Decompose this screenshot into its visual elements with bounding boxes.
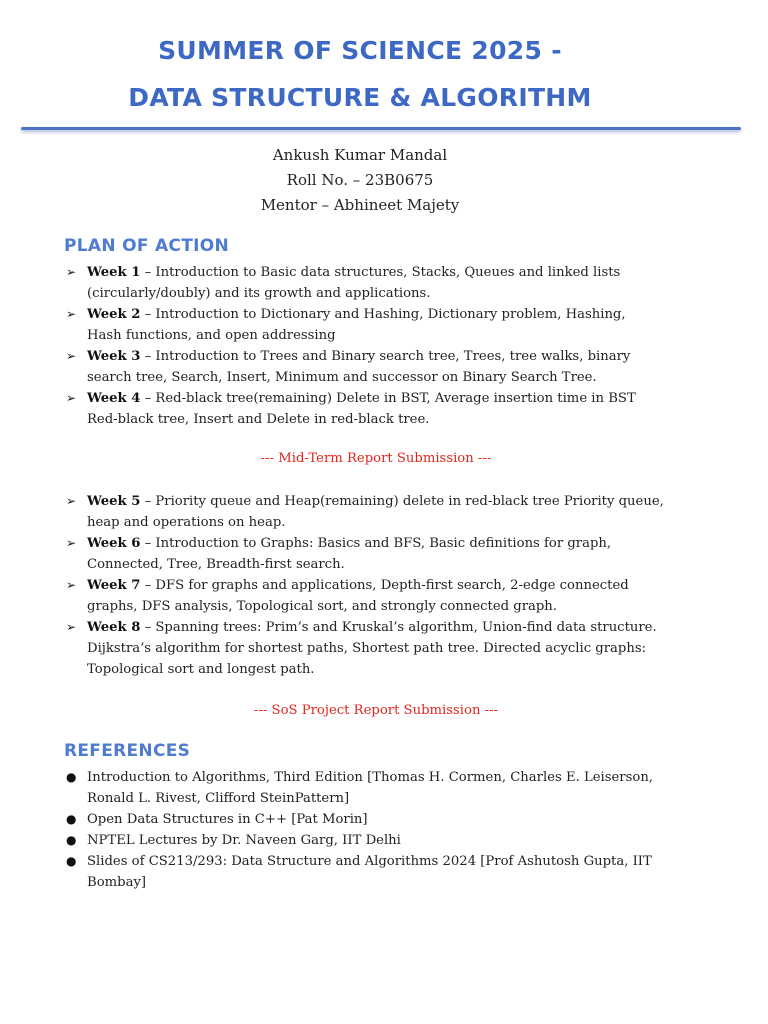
- reference-text: NPTEL Lectures by Dr. Naveen Garg, IIT Delhi: [87, 833, 401, 848]
- reference-text: Open Data Structures in C++ [Pat Morin]: [87, 812, 368, 827]
- references-heading: REFERENCES: [64, 741, 191, 761]
- week-description: – Introduction to Dictionary and Hashing, Dictionary problem, Hashing, Hash functions, and open addressing: [87, 307, 626, 343]
- week-description: – Introduction to Basic data structures, Stacks, Queues and linked lists (circularly/doubly) and its growth and applications.: [87, 265, 621, 301]
- arrowhead-bullet-icon: ➢: [66, 265, 77, 279]
- list-item: [64, 809, 664, 830]
- list-item: [64, 491, 664, 533]
- list-item: [64, 262, 664, 304]
- arrowhead-bullet-icon: ➢: [66, 349, 77, 363]
- dot-bullet-icon: ●: [66, 854, 77, 868]
- week-label: Week 6: [87, 536, 141, 551]
- document-title-line-2: DATA STRUCTURE & ALGORITHM: [128, 83, 592, 112]
- week-description: – DFS for graphs and applications, Depth-first search, 2-edge connected graphs, DFS analysis, Topological sort, and strongly connected graph.: [87, 578, 629, 614]
- dot-bullet-icon: ●: [66, 812, 77, 826]
- week-description: – Red-black tree(remaining) Delete in BST, Average insertion time in BST Red-black tree, Insert and Delete in red-black tree.: [87, 391, 636, 427]
- week-list-part-2: [64, 491, 664, 680]
- week-label: Week 2: [87, 307, 141, 322]
- roll-number: Roll No. – 23B0675: [286, 171, 434, 189]
- list-item: [64, 304, 664, 346]
- dot-bullet-icon: ●: [66, 770, 77, 784]
- arrowhead-bullet-icon: ➢: [66, 536, 77, 550]
- list-item: [64, 388, 664, 430]
- dot-bullet-icon: ●: [66, 833, 77, 847]
- week-label: Week 1: [87, 265, 141, 280]
- list-item: [64, 575, 664, 617]
- arrowhead-bullet-icon: ➢: [66, 391, 77, 405]
- week-description: – Introduction to Trees and Binary search tree, Trees, tree walks, binary search tree, Search, Insert, Minimum and successor on Binary Search Tree.: [87, 349, 631, 385]
- document-title-line-1: SUMMER OF SCIENCE 2025 -: [158, 36, 562, 65]
- midterm-submission-note: --- Mid-Term Report Submission ---: [260, 451, 492, 466]
- list-item: [64, 346, 664, 388]
- week-description: – Priority queue and Heap(remaining) delete in red-black tree Priority queue, heap and operations on heap.: [87, 494, 664, 530]
- list-item: [64, 830, 664, 851]
- week-description: – Spanning trees: Prim’s and Kruskal’s algorithm, Union-find data structure. Dijkstra’s algorithm for shortest paths, Shortest path tree. Directed acyclic graphs: Topological sort and longest path.: [87, 620, 657, 677]
- week-label: Week 5: [87, 494, 141, 509]
- list-item: [64, 617, 664, 680]
- arrowhead-bullet-icon: ➢: [66, 620, 77, 634]
- week-list-part-1: [64, 262, 664, 430]
- arrowhead-bullet-icon: ➢: [66, 494, 77, 508]
- arrowhead-bullet-icon: ➢: [66, 578, 77, 592]
- week-label: Week 4: [87, 391, 141, 406]
- plan-of-action-heading: PLAN OF ACTION: [64, 236, 230, 256]
- reference-text: Introduction to Algorithms, Third Edition [Thomas H. Cormen, Charles E. Leiserson, Ronald L. Rivest, Clifford SteinPattern]: [87, 770, 653, 806]
- title-divider: [21, 127, 741, 130]
- week-description: – Introduction to Graphs: Basics and BFS, Basic definitions for graph, Connected, Tree, Breadth-first search.: [87, 536, 612, 572]
- list-item: [64, 533, 664, 575]
- reference-list: [64, 767, 664, 893]
- reference-text: Slides of CS213/293: Data Structure and Algorithms 2024 [Prof Ashutosh Gupta, IIT Bombay]: [87, 854, 652, 890]
- mentor-name: Mentor – Abhineet Majety: [260, 196, 460, 214]
- week-label: Week 7: [87, 578, 141, 593]
- author-name: Ankush Kumar Mandal: [272, 146, 448, 164]
- week-label: Week 8: [87, 620, 141, 635]
- project-report-submission-note: --- SoS Project Report Submission ---: [254, 703, 498, 718]
- list-item: [64, 851, 664, 893]
- list-item: [64, 767, 664, 809]
- arrowhead-bullet-icon: ➢: [66, 307, 77, 321]
- week-label: Week 3: [87, 349, 141, 364]
